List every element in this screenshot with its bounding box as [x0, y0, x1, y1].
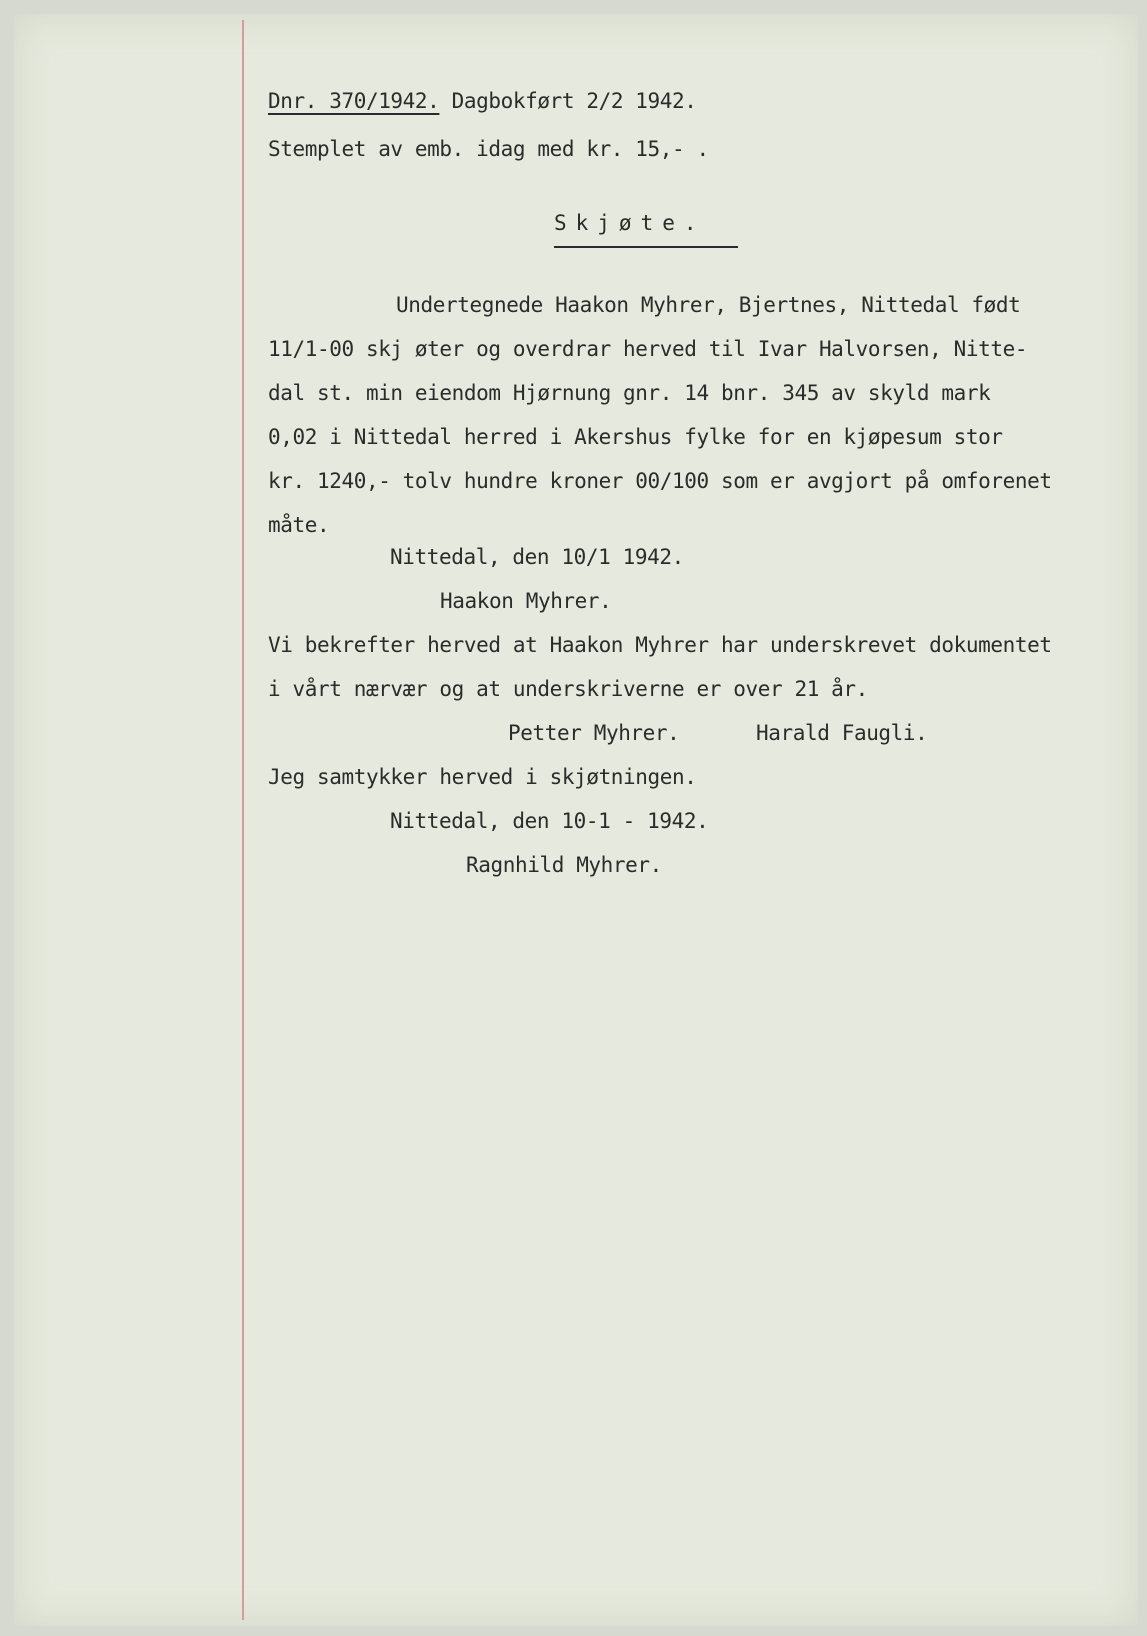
witness-signature-2: Harald Faugli. [756, 721, 928, 745]
place-date-2: Nittedal, den 10-1 - 1942. [390, 809, 709, 833]
document-page [14, 14, 1138, 1626]
witness-line: i vårt nærvær og at underskriverne er over 21 år. [268, 677, 868, 701]
witness-line: Vi bekrefter herved at Haakon Myhrer har underskrevet dokumentet [268, 633, 1052, 657]
signature-2: Ragnhild Myhrer. [466, 853, 662, 877]
stamp-line: Stemplet av emb. idag med kr. 15,- . [268, 137, 709, 161]
body-line: kr. 1240,- tolv hundre kroner 00/100 som er avgjort på omforenet [268, 469, 1052, 493]
document-title: Skjøte. [554, 211, 706, 235]
consent-line: Jeg samtykker herved i skjøtningen. [268, 765, 697, 789]
title-underline [554, 246, 738, 248]
body-line: måte. [268, 513, 330, 537]
place-date-1: Nittedal, den 10/1 1942. [390, 545, 684, 569]
body-line: 0,02 i Nittedal herred i Akershus fylke for en kjøpesum stor [268, 425, 1003, 449]
signature-1: Haakon Myhrer. [440, 589, 612, 613]
body-line: 11/1-00 skj øter og overdrar herved til Ivar Halvorsen, Nitte- [268, 337, 1028, 361]
body-line: dal st. min eiendom Hjørnung gnr. 14 bnr. 345 av skyld mark [268, 381, 991, 405]
header-line-1 [268, 86, 697, 116]
witness-signature-1: Petter Myhrer. [508, 721, 680, 745]
margin-rule [242, 20, 244, 1620]
body-line: Undertegnede Haakon Myhrer, Bjertnes, Nittedal født [396, 293, 1021, 317]
journal-number: Dnr. 370/1942. [268, 89, 440, 113]
journal-date: Dagbokført 2/2 1942. [451, 89, 697, 113]
